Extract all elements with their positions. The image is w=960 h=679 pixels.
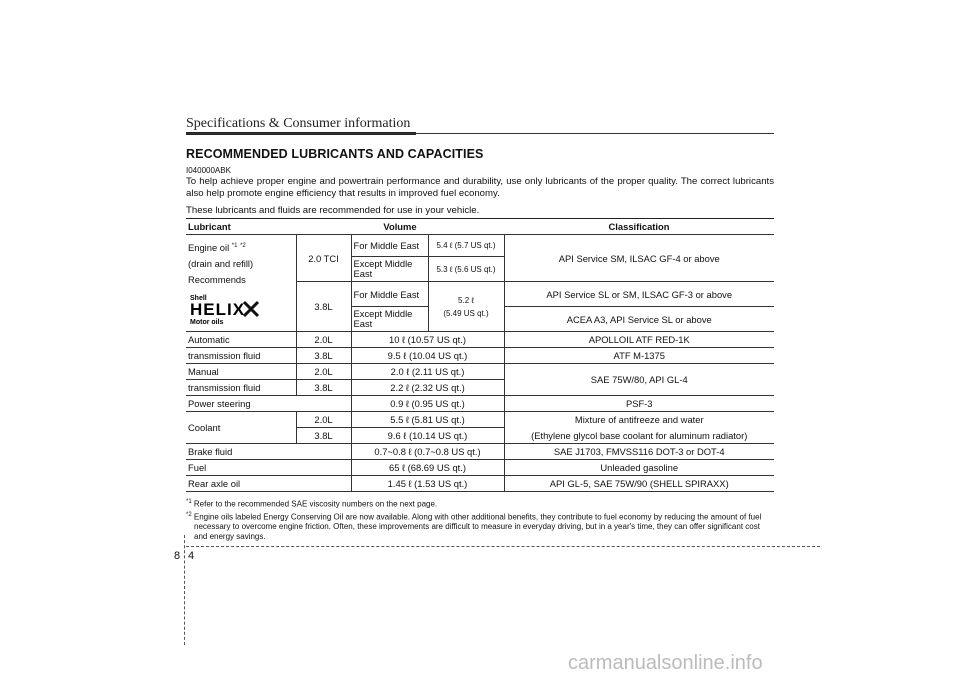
- classification-cell: SAE 75W/80, API GL-4: [504, 364, 774, 396]
- table-row: [186, 396, 774, 412]
- classification-cell: (Ethylene glycol base coolant for aluminum radiator): [504, 428, 774, 444]
- engine-oil-cell: [186, 235, 296, 332]
- engine-cell: 2.0L: [296, 332, 351, 348]
- footnote-1-mark: *1: [186, 499, 192, 505]
- table-row: [186, 476, 774, 492]
- table-row: [186, 235, 774, 257]
- logo-name: HELIX: [190, 300, 246, 320]
- classification-cell: ACEA A3, API Service SL or above: [504, 307, 774, 332]
- volume-cell: [428, 282, 504, 332]
- section-code: I040000ABK: [186, 166, 231, 175]
- table-row: [186, 332, 774, 348]
- volume-cell: 5.3 ℓ (5.6 US qt.): [428, 257, 504, 282]
- classification-cell: APOLLOIL ATF RED-1K: [504, 332, 774, 348]
- lubricants-table: [186, 218, 774, 492]
- section-title: Specifications & Consumer information: [186, 116, 411, 131]
- volume-cell: 0.9 ℓ (0.95 US qt.): [351, 396, 504, 412]
- engine-cell: 3.8L: [296, 428, 351, 444]
- region-cell: For Middle East: [351, 282, 428, 307]
- brake-fluid-label: Brake fluid: [186, 444, 351, 460]
- header-volume: Volume: [296, 219, 504, 235]
- engine-oil-sub1: (drain and refill): [188, 258, 254, 270]
- footnote-mark-2: *2: [240, 243, 246, 249]
- volume-cell: 0.7~0.8 ℓ (0.7~0.8 US qt.): [351, 444, 504, 460]
- engine-oil-sub2: Recommends: [188, 274, 246, 286]
- engine-tci: 2.0 TCI: [296, 235, 351, 282]
- classification-cell: SAE J1703, FMVSS116 DOT-3 or DOT-4: [504, 444, 774, 460]
- volume-line: 5.2 ℓ: [458, 295, 474, 305]
- coolant-label: Coolant: [186, 412, 296, 444]
- page-margin-rule: [184, 535, 185, 645]
- volume-cell: 10 ℓ (10.57 US qt.): [351, 332, 504, 348]
- footnotes: [186, 497, 774, 542]
- footnote-2-text: Engine oils labeled Energy Conserving Oil are now available. Along with other additional benefits, they contribute to fuel economy by reducing the amount of fuel necessary to overcome engine friction. Often, these improvements are difficult to measure in everyday driving, but in a year's time, they can offer significant cost and energy savings.: [191, 512, 762, 542]
- volume-cell: 9.6 ℓ (10.14 US qt.): [351, 428, 504, 444]
- volume-line: (5.49 US qt.): [443, 308, 489, 318]
- header-rule: [186, 133, 774, 134]
- auto-trans-label-1: Automatic: [186, 332, 296, 348]
- engine-cell: 3.8L: [296, 348, 351, 364]
- classification-cell: Mixture of antifreeze and water: [504, 412, 774, 428]
- table-row: [186, 444, 774, 460]
- watermark: carmanualsonline.info: [568, 652, 763, 674]
- volume-cell: 2.0 ℓ (2.11 US qt.): [351, 364, 504, 380]
- volume-cell: 5.4 ℓ (5.7 US qt.): [428, 235, 504, 257]
- footnote-2: [186, 510, 774, 543]
- classification-cell: API GL-5, SAE 75W/90 (SHELL SPIRAXX): [504, 476, 774, 492]
- classification-cell: API Service SL or SM, ILSAC GF-3 or above: [504, 282, 774, 307]
- rear-axle-label: Rear axle oil: [186, 476, 351, 492]
- auto-trans-label-2: transmission fluid: [186, 348, 296, 364]
- footnote-mark-1: *1: [231, 243, 238, 249]
- volume-cell: 9.5 ℓ (10.04 US qt.): [351, 348, 504, 364]
- footnote-1-text: Refer to the recommended SAE viscosity numbers on the next page.: [191, 499, 438, 509]
- power-steering-label: Power steering: [186, 396, 351, 412]
- logo-brand: Shell: [190, 295, 207, 303]
- intro-note: These lubricants and fluids are recommended for use in your vehicle.: [186, 205, 480, 216]
- table-row: [186, 412, 774, 428]
- engine-oil-label: Engine oil: [188, 242, 232, 254]
- footnote-2-mark: *2: [186, 511, 192, 518]
- classification-cell: PSF-3: [504, 396, 774, 412]
- logo-x-icon: [244, 302, 258, 316]
- volume-cell: 65 ℓ (68.69 US qt.): [351, 460, 504, 476]
- header-lubricant: Lubricant: [186, 219, 296, 235]
- table-row: [186, 460, 774, 476]
- shell-helix-logo: [188, 292, 266, 326]
- region-cell: For Middle East: [351, 235, 428, 257]
- chapter-number: 8: [174, 550, 181, 562]
- header-classification: Classification: [504, 219, 774, 235]
- intro-paragraph: To help achieve proper engine and powertrain performance and durability, use only lubricants of the proper quality. The correct lubricants also help promote engine efficiency that results in improved fuel economy.: [186, 176, 774, 199]
- table-row: [186, 364, 774, 380]
- classification-cell: API Service SM, ILSAC GF-4 or above: [504, 235, 774, 282]
- page-number: 4: [188, 550, 195, 562]
- logo-sub: Motor oils: [190, 319, 224, 327]
- page-heading: RECOMMENDED LUBRICANTS AND CAPACITIES: [186, 147, 484, 161]
- volume-cell: 5.5 ℓ (5.81 US qt.): [351, 412, 504, 428]
- table-header-row: [186, 219, 774, 235]
- table-row: [186, 348, 774, 364]
- classification-cell: Unleaded gasoline: [504, 460, 774, 476]
- engine-cell: 3.8L: [296, 380, 351, 396]
- classification-cell: ATF M-1375: [504, 348, 774, 364]
- manual-trans-label-1: Manual: [186, 364, 296, 380]
- fuel-label: Fuel: [186, 460, 351, 476]
- engine-v6: 3.8L: [296, 282, 351, 332]
- engine-cell: 2.0L: [296, 412, 351, 428]
- page-footer-rule: [186, 546, 820, 547]
- volume-cell: 2.2 ℓ (2.32 US qt.): [351, 380, 504, 396]
- region-cell: Except Middle East: [351, 307, 428, 332]
- engine-cell: 2.0L: [296, 364, 351, 380]
- region-cell: Except Middle East: [351, 257, 428, 282]
- volume-cell: 1.45 ℓ (1.53 US qt.): [351, 476, 504, 492]
- footnote-1: [186, 497, 774, 510]
- manual-trans-label-2: transmission fluid: [186, 380, 296, 396]
